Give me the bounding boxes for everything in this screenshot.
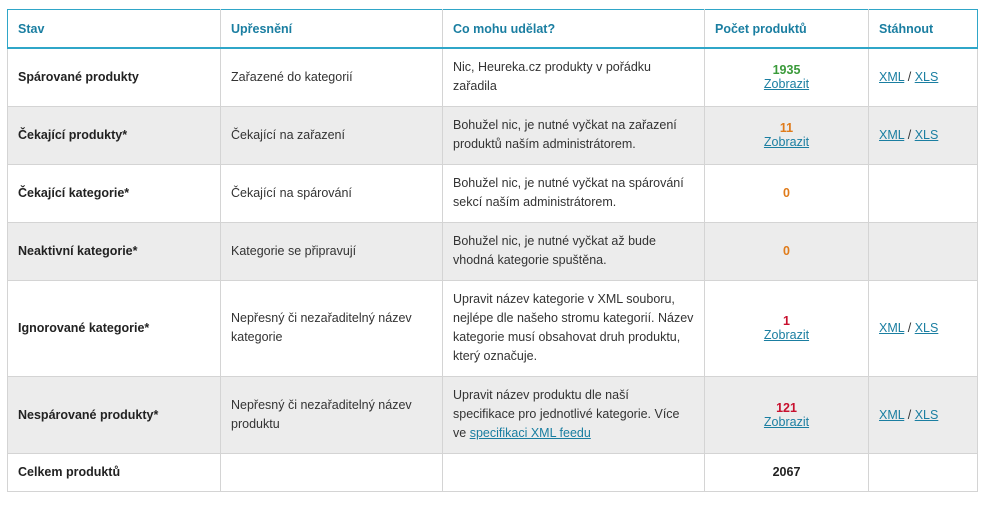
xls-download-link[interactable]: XLS: [914, 407, 939, 422]
product-status-table: [7, 9, 978, 492]
download-cell: [869, 164, 978, 222]
detail-cell: Zařazené do kategorií: [221, 48, 443, 106]
detail-cell: Kategorie se připravují: [221, 222, 443, 280]
empty-cell: [443, 453, 705, 491]
show-link[interactable]: Zobrazit: [763, 414, 810, 429]
empty-cell: [869, 453, 978, 491]
state-cell: Spárované produkty: [8, 48, 221, 106]
xls-download-link[interactable]: XLS: [914, 70, 939, 85]
action-text: Upravit název produktu dle naší specifikace pro jednotlivé kategorie. Více ve: [453, 388, 680, 440]
table-row: [8, 164, 978, 222]
download-cell: [869, 106, 978, 164]
state-cell: Neaktivní kategorie*: [8, 222, 221, 280]
table-row: [8, 48, 978, 106]
xml-feed-specification-link[interactable]: specifikaci XML feedu: [469, 426, 591, 440]
download-cell: [869, 48, 978, 106]
action-cell: Bohužel nic, je nutné vyčkat až bude vhodná kategorie spuštěna.: [443, 222, 705, 280]
xml-download-link[interactable]: XML: [879, 321, 905, 335]
total-count: 2067: [772, 465, 801, 479]
show-link[interactable]: Zobrazit: [763, 328, 810, 342]
total-row: [8, 453, 978, 491]
download-cell: [869, 376, 978, 453]
header-pocet-produktu: Počet produktů: [705, 10, 869, 49]
xls-download-link[interactable]: XLS: [914, 128, 939, 142]
header-co-mohu-udelat: Co mohu udělat?: [443, 10, 705, 49]
table-row: [8, 222, 978, 280]
header-upresneni: Upřesnění: [221, 10, 443, 49]
xls-download-link[interactable]: XLS: [914, 321, 939, 335]
action-cell: [443, 376, 705, 453]
download-separator: /: [907, 128, 915, 142]
table-row: [8, 376, 978, 453]
count-cell: [705, 376, 869, 453]
show-link[interactable]: Zobrazit: [763, 135, 810, 149]
state-cell: Čekající produkty*: [8, 106, 221, 164]
state-cell: Nespárované produkty*: [8, 376, 221, 453]
count-cell: [705, 164, 869, 222]
count-value: 11: [779, 121, 794, 135]
table-row: [8, 106, 978, 164]
empty-cell: [221, 453, 443, 491]
count-cell: [705, 48, 869, 106]
total-label: Celkem produktů: [8, 453, 221, 491]
download-separator: /: [907, 321, 915, 335]
show-link[interactable]: Zobrazit: [763, 77, 810, 92]
count-value: 0: [783, 186, 790, 200]
table-header-row: [8, 10, 978, 49]
xml-download-link[interactable]: XML: [879, 407, 905, 422]
count-cell: [705, 222, 869, 280]
header-stahnout: Stáhnout: [869, 10, 978, 49]
count-cell: [705, 106, 869, 164]
count-cell: [705, 280, 869, 376]
detail-cell: Čekající na spárování: [221, 164, 443, 222]
table-row: [8, 280, 978, 376]
detail-cell: Nepřesný či nezařaditelný název produktu: [221, 376, 443, 453]
header-stav: Stav: [8, 10, 221, 49]
action-cell: Nic, Heureka.cz produkty v pořádku zařadila: [443, 48, 705, 106]
download-separator: /: [907, 407, 915, 422]
action-cell: Bohužel nic, je nutné vyčkat na spárování sekcí naším administrátorem.: [443, 164, 705, 222]
count-value: 0: [783, 244, 790, 258]
count-value: 121: [776, 400, 797, 415]
action-cell: Bohužel nic, je nutné vyčkat na zařazení produktů naším administrátorem.: [443, 106, 705, 164]
total-count-cell: [705, 453, 869, 491]
download-cell: [869, 280, 978, 376]
state-cell: Čekající kategorie*: [8, 164, 221, 222]
state-cell: Ignorované kategorie*: [8, 280, 221, 376]
xml-download-link[interactable]: XML: [879, 128, 905, 142]
detail-cell: Čekající na zařazení: [221, 106, 443, 164]
action-cell: Upravit název kategorie v XML souboru, nejlépe dle našeho stromu kategorií. Název kategorie musí obsahovat druh produktu, který označuje.: [443, 280, 705, 376]
count-value: 1: [783, 314, 790, 328]
count-value: 1935: [772, 63, 801, 78]
xml-download-link[interactable]: XML: [879, 70, 905, 85]
download-separator: /: [907, 70, 915, 85]
detail-cell: Nepřesný či nezařaditelný název kategorie: [221, 280, 443, 376]
download-cell: [869, 222, 978, 280]
